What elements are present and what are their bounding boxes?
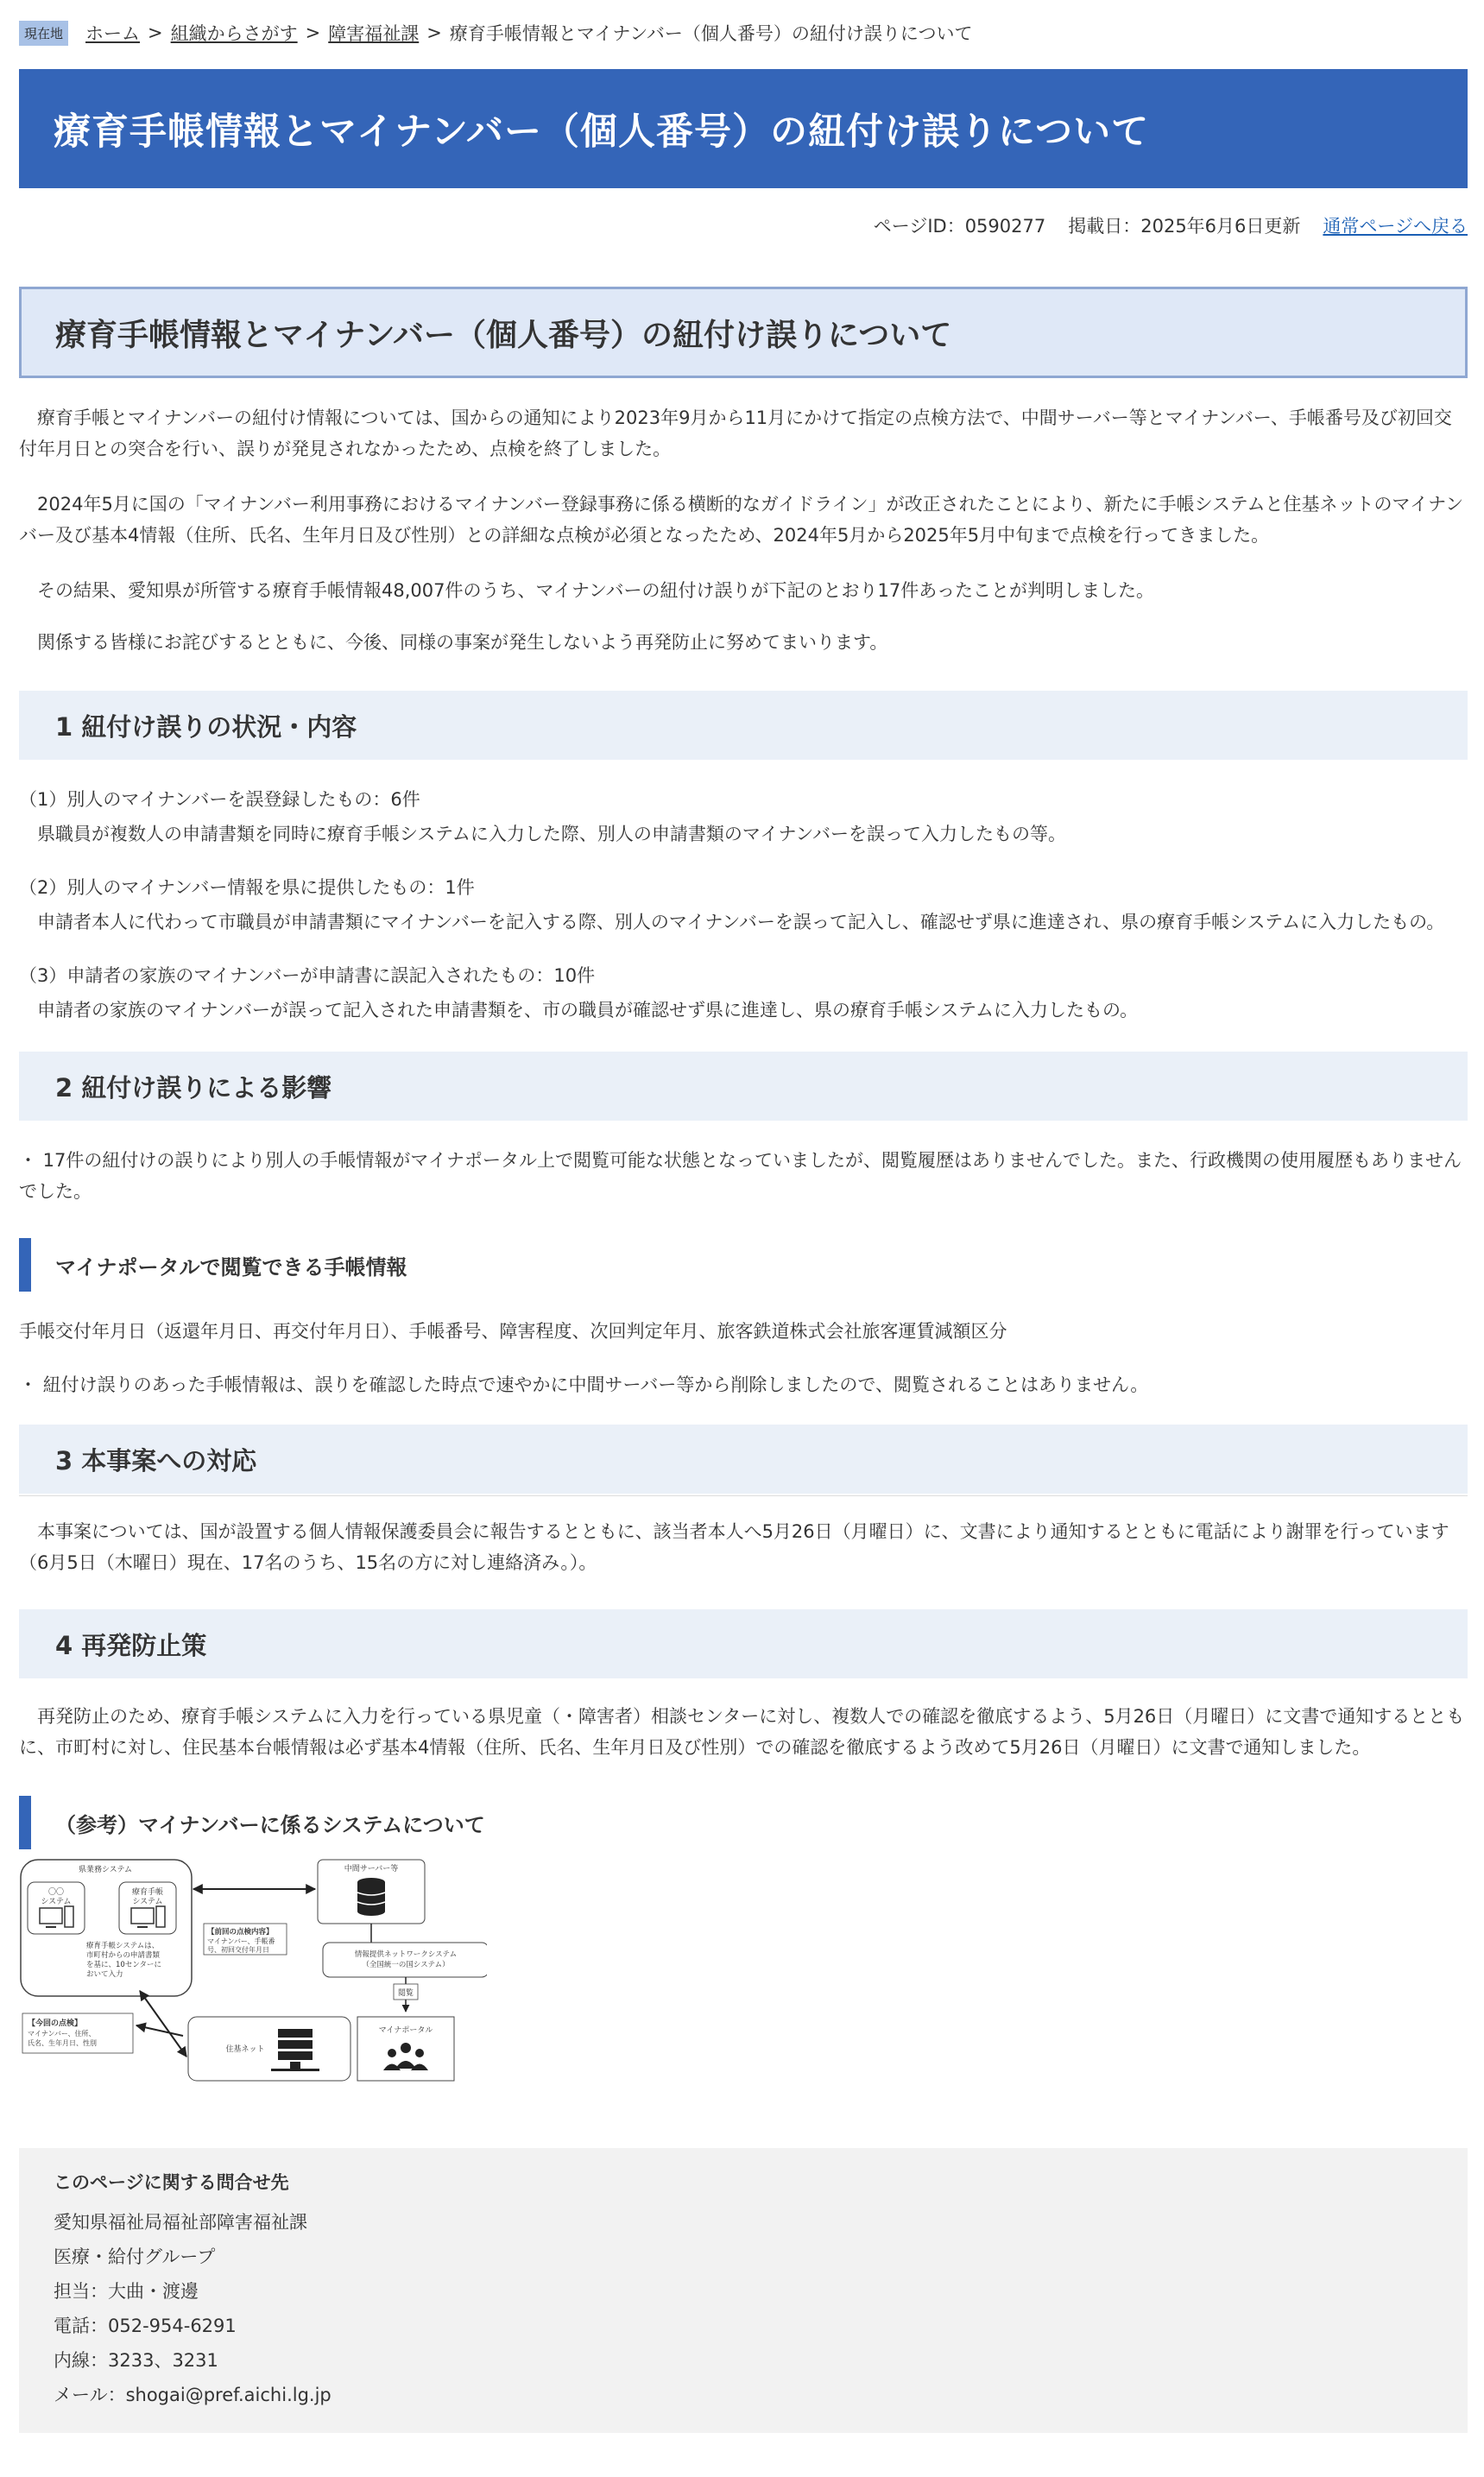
section2-heading-box: [19, 1052, 1468, 1121]
section1-item-body: 申請者本人に代わって市職員が申請書類にマイナンバーを記入する際、別人のマイナンバーを誤って記入し、確認せず県に進達され、県の療育手帳システムに入力したもの。: [19, 912, 1445, 932]
section4-text: 再発防止のため、療育手帳システムに入力を行っている県児童（・障害者）相談センターに対し、複数人での確認を徹底するよう、5月26日（月曜日）に文書で通知するとともに、市町村に対し、住民基本台帳情報は必ず基本4情報（住所、氏名、生年月日及び性別）での確認を徹底するよう改めて5月26日（月曜日）に文書で通知しました。: [19, 1706, 1465, 1758]
reference-heading-box: [19, 1796, 1468, 1849]
section3-text: 本事案については、国が設置する個人情報保護委員会に報告するとともに、該当者本人へ5月26日（月曜日）に、文書により通知するとともに電話により謝罪を行っています（6月5日（木曜日）現在、17名のうち、15名の方に対し連絡済み。）。: [19, 1521, 1449, 1573]
current-check-title: 【今回の点検】: [28, 2019, 83, 2028]
section2-bullet: ・ 17件の紐付けの誤りにより別人の手帳情報がマイナポータル上で閲覧可能な状態となっていましたが、閲覧履歴はありませんでした。また、行政機関の使用履歴もありませんでした。: [19, 1150, 1462, 1202]
intro-paragraph: 2024年5月に国の「マイナンバー利用事務におけるマイナンバー登録事務に係る横断的なガイドライン」が改正されたことにより、新たに手帳システムと住基ネットのマイナンバー及び基本4情報（住所、氏名、生年月日及び性別）との詳細な点検が必須となったため、2024年5月から2025年5月中旬まで点検を行ってきました。: [19, 494, 1464, 546]
network-system-label: 情報提供ネットワークシステム: [354, 1950, 458, 1959]
current-check-body: マイナンバー、住所、: [28, 2030, 96, 2038]
section-title: 療育手帳情報とマイナンバー（個人番号）の紐付け誤りについて: [55, 317, 952, 353]
breadcrumb-separator: >: [305, 22, 321, 43]
contact-line: 医療・給付グループ: [54, 2246, 216, 2267]
divider: [19, 1495, 1468, 1496]
breadcrumb-current: 療育手帳情報とマイナンバー（個人番号）の紐付け誤りについて: [449, 23, 973, 44]
section1-heading-box: [19, 691, 1468, 760]
section1-item-head: （1）別人のマイナンバーを誤登録したもの：6件: [19, 789, 420, 810]
section3-heading-box: [19, 1425, 1468, 1494]
section3-heading: 3 本事案への対応: [55, 1445, 257, 1475]
section1-item-head: （3）申請者の家族のマイナンバーが申請書に誤記入されたもの：10件: [19, 965, 596, 986]
contact-line: 担当：大曲・渡邊: [54, 2281, 199, 2302]
page-id: ページID：0590277: [873, 216, 1046, 237]
page-meta: [851, 212, 1468, 238]
ryoiku-system-label: システム: [132, 1898, 163, 1906]
contact-phone: 電話：052-954-6291: [54, 2316, 237, 2336]
breadcrumb: [19, 19, 1469, 47]
posted-date: 掲載日：2025年6月6日更新: [1068, 216, 1301, 237]
contact-title: このページに関する問合せ先: [54, 2172, 289, 2193]
previous-check-title: 【前回の点検内容】: [207, 1928, 274, 1937]
reference-heading: （参考）マイナンバーに係るシステムについて: [55, 1812, 485, 1837]
intro-paragraph: 関係する皆様にお詫びするとともに、今後、同様の事案が発生しないよう再発防止に努めてまいります。: [19, 632, 888, 653]
network-system-label: （全国統一の国システム）: [362, 1961, 450, 1969]
ryoiku-system-label: 療育手帳: [131, 1888, 164, 1897]
ryoiku-note: おいて入力: [86, 1970, 123, 1979]
previous-check-body: マイナンバー、手帳番: [207, 1937, 275, 1945]
section4-heading: 4 再発防止策: [55, 1630, 207, 1660]
other-system-label: システム: [41, 1898, 72, 1906]
mynaportal-info-heading: マイナポータルで閲覧できる手帳情報: [55, 1254, 407, 1280]
contact-line: 愛知県福祉局福祉部障害福祉課: [54, 2212, 307, 2233]
database-icon: [357, 1878, 385, 1916]
prefecture-system-label: 県業務システム: [78, 1866, 133, 1874]
current-check-body: 氏名、生年月日、性別: [28, 2039, 97, 2047]
ryoiku-note: 市町村からの申請書類: [86, 1951, 161, 1960]
intro-paragraph: その結果、愛知県が所管する療育手帳情報48,007件のうち、マイナンバーの紐付け誤りが下記のとおり17件あったことが判明しました。: [19, 580, 1155, 601]
page-title: 療育手帳情報とマイナンバー（個人番号）の紐付け誤りについて: [54, 110, 1150, 154]
middle-server-label: 中間サーバー等: [344, 1865, 399, 1874]
section1-item-body: 申請者の家族のマイナンバーが誤って記入された申請書類を、市の職員が確認せず県に進達し、県の療育手帳システムに入力したもの。: [19, 1000, 1139, 1020]
intro-paragraph: 療育手帳とマイナンバーの紐付け情報については、国からの通知により2023年9月から11月にかけて指定の点検方法で、中間サーバー等とマイナンバー、手帳番号及び初回交付年月日との突合を行い、誤りが発見されなかったため、点検を終了しました。: [19, 408, 1452, 459]
page-title-banner: [19, 69, 1468, 188]
view-label: 閲覧: [397, 1989, 414, 1998]
contact-extension: 内線：3233、3231: [54, 2350, 218, 2371]
breadcrumb-separator: >: [148, 22, 163, 43]
breadcrumb-department-link[interactable]: 障害福祉課: [328, 23, 420, 44]
juki-net-box: [188, 2017, 350, 2081]
link-arrow: [140, 1991, 186, 2057]
breadcrumb-home-link[interactable]: ホーム: [85, 23, 141, 44]
section2-bullet: ・ 紐付け誤りのあった手帳情報は、誤りを確認した時点で速やかに中間サーバー等から削除しましたので、閲覧されることはありません。: [19, 1374, 1149, 1395]
other-system-label: 〇〇: [47, 1888, 65, 1897]
section2-heading: 2 紐付け誤りによる影響: [55, 1072, 332, 1103]
mynumber-system-diagram: [19, 1856, 487, 2084]
breadcrumb-organization-link[interactable]: 組織からさがす: [170, 23, 298, 44]
mynaportal-info-heading-box: [19, 1238, 1468, 1292]
contact-email: メール：shogai@pref.aichi.lg.jp: [54, 2385, 332, 2405]
check-arrow: [136, 2025, 183, 2036]
previous-check-body: 号、初回交付年月日: [207, 1946, 269, 1954]
ryoiku-note: を基に、10センターに: [86, 1961, 161, 1969]
mynaportal-info-text: 手帳交付年月日（返還年月日、再交付年月日）、手帳番号、障害程度、次回判定年月、旅客鉄道株式会社旅客運賃減額区分: [19, 1321, 1007, 1342]
network-system-box: [323, 1943, 487, 1977]
contact-box: [19, 2148, 1468, 2433]
section1-item-body: 県職員が複数人の申請書類を同時に療育手帳システムに入力した際、別人の申請書類のマイナンバーを誤って入力したもの等。: [19, 824, 1066, 844]
section4-heading-box: [19, 1609, 1468, 1678]
section1-heading: 1 紐付け誤りの状況・内容: [55, 711, 357, 742]
section1-item-head: （2）別人のマイナンバー情報を県に提供したもの：1件: [19, 877, 475, 898]
breadcrumb-separator: >: [426, 22, 442, 43]
current-location-badge: 現在地: [19, 21, 68, 46]
juki-net-label: 住基ネット: [225, 2045, 265, 2054]
section-title-box: [19, 287, 1468, 378]
ryoiku-note: 療育手帳システムは、: [86, 1942, 160, 1950]
normal-page-link[interactable]: 通常ページへ戻る: [1323, 216, 1468, 237]
myna-portal-label: マイナポータル: [378, 2026, 433, 2035]
